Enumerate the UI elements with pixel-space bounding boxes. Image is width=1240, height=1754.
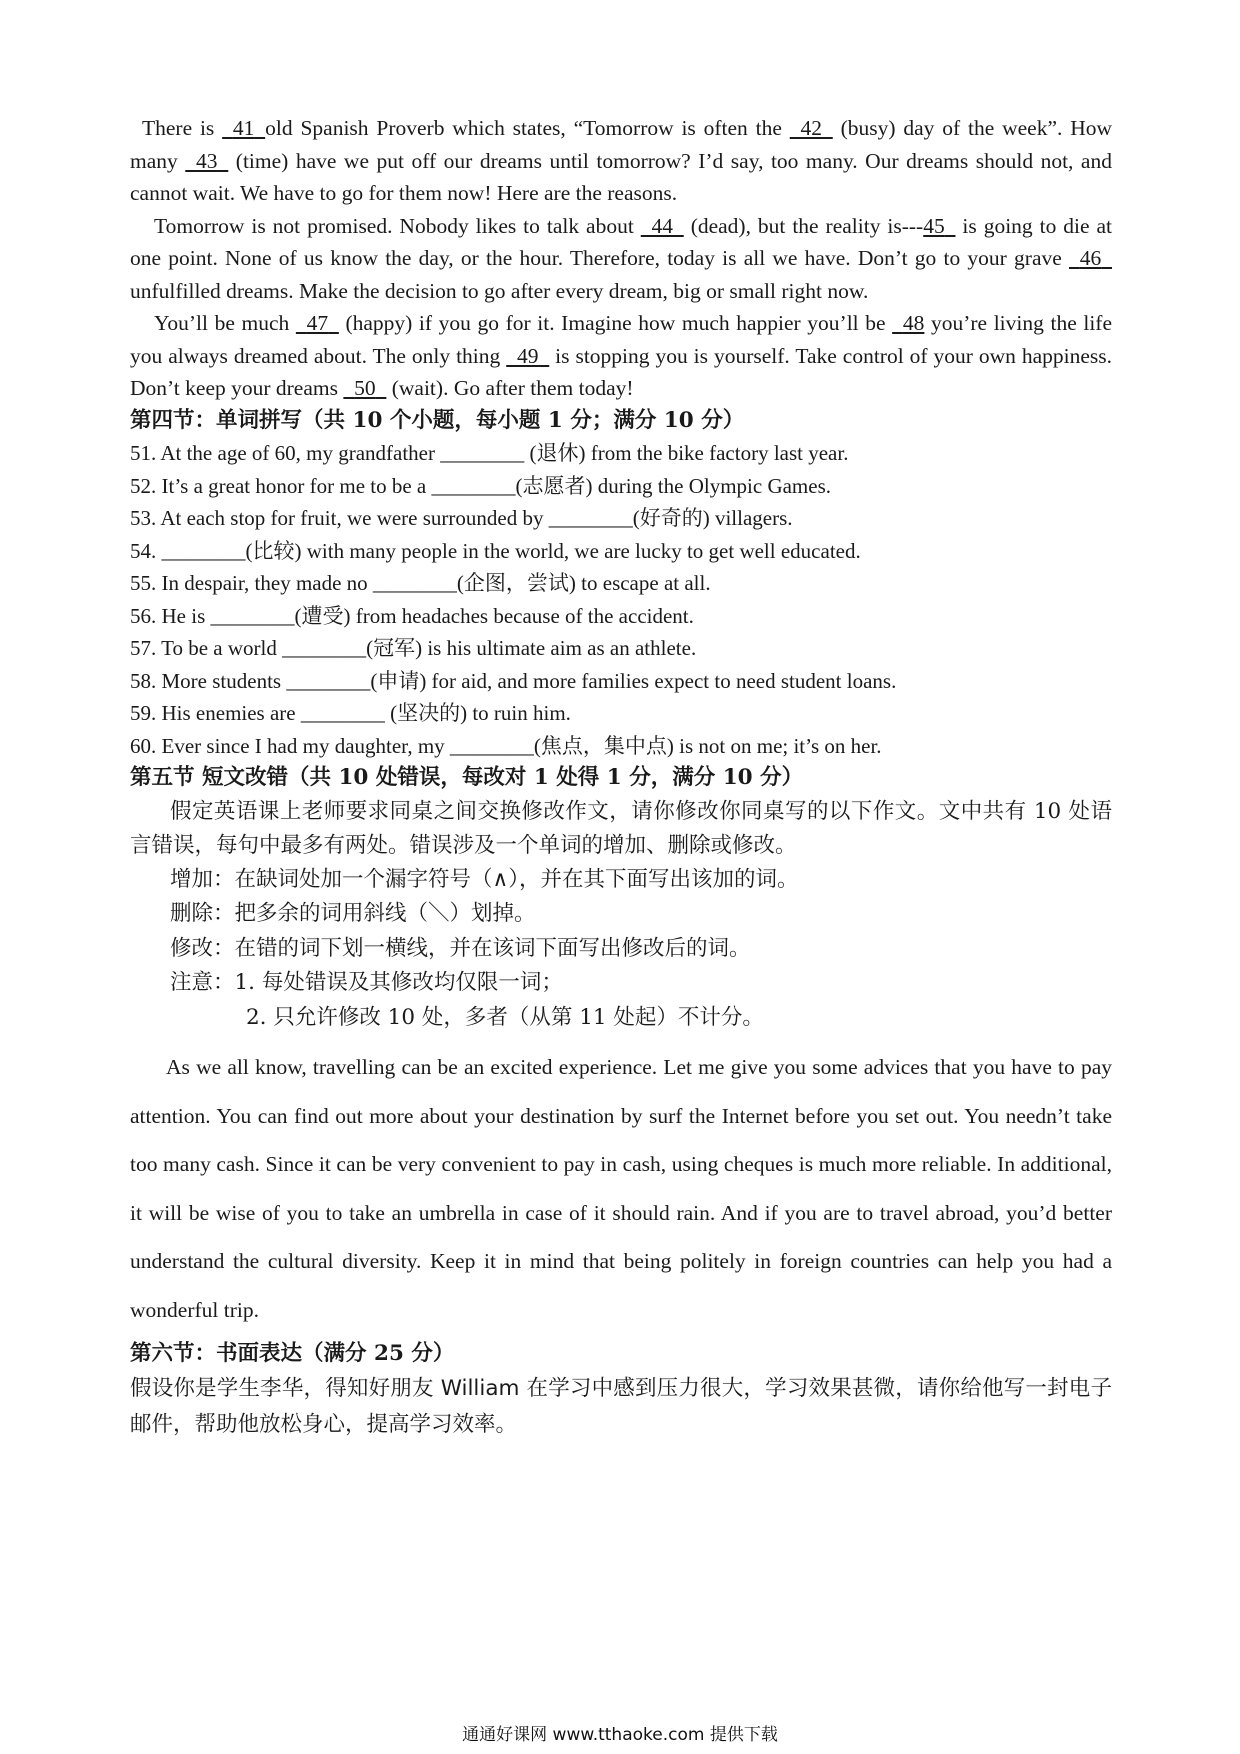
question-item: 56. He is ________(遭受) from headaches because of the accident. <box>130 603 694 628</box>
passage-text: old Spanish Proverb which states, “Tomorrow is often the <box>265 116 790 140</box>
blank-number: 43 <box>196 148 218 173</box>
question-item: 55. In despair, they made no ________(企图，尝试) to escape at all. <box>130 571 711 595</box>
passage-text: (wait). Go after them today! <box>386 376 634 400</box>
blank-number: 50 <box>354 376 376 400</box>
blank-44 <box>641 210 684 243</box>
blank-45 <box>923 210 955 243</box>
blank-42 <box>790 112 833 145</box>
question-item: 54. ________(比较) with many people in the world, we are lucky to get well educated. <box>130 538 861 563</box>
question-item: 59. His enemies are ________ (坚决的) to ruin him. <box>130 701 571 725</box>
blank-number: 46 <box>1079 246 1102 270</box>
note-1: 注意：1. 每处错误及其修改均仅限一词； <box>170 970 563 995</box>
blank-43 <box>185 145 228 178</box>
passage-text: is going to die at one point. None of us know the day, or the hour. Therefore, today is all we have. Don’t go to your grave <box>130 213 1112 270</box>
blank-48 <box>892 307 924 340</box>
passage-text: (happy) if you go for it. Imagine how much happier you’ll be <box>338 311 893 335</box>
question-item: 52. It’s a great honor for me to be a ________(志愿者) during the Olympic Games. <box>130 473 832 498</box>
passage-text: is stopping you is yourself. Take control of your own happiness. Don’t keep your dreams <box>130 343 1112 400</box>
passage-paragraph-1 <box>130 112 1112 210</box>
passage-paragraph-2 <box>130 210 1112 308</box>
blank-50 <box>343 372 386 405</box>
section-6-heading: 第六节：书面表达（满分 25 分） <box>130 1341 455 1366</box>
blank-number: 41 <box>232 116 255 140</box>
blank-49 <box>506 340 549 373</box>
section-4-items <box>130 437 1112 762</box>
passage-text: There is <box>142 116 223 140</box>
rule-modify: 修改：在错的词下划一横线，并在该词下面写出修改后的词。 <box>170 935 751 961</box>
passage-text: you’re living the life you always dreamed about. The only thing <box>130 311 1112 368</box>
passage-text: unfulfilled dreams. Make the decision to go after every dream, big or small right now. <box>130 278 869 303</box>
note-2: 2. 只允许修改 10 处，多者（从第 11 处起）不计分。 <box>246 1004 764 1030</box>
blank-number: 45 <box>923 213 945 238</box>
question-item: 58. More students ________(申请) for aid, and more families expect to need student loans. <box>130 668 897 693</box>
passage-paragraph-3 <box>130 307 1112 405</box>
page-footer: 通通好课网 www.tthaoke.com 提供下载 <box>462 1725 778 1745</box>
question-item: 57. To be a world ________(冠军) is his ultimate aim as an athlete. <box>130 636 697 660</box>
writing-prompt: 假设你是学生李华，得知好朋友 William 在学习中感到压力很大，学习效果甚微，请你给他写一封电子邮件，帮助他放松身心，提高学习效率。 <box>130 1375 1112 1437</box>
section-5-heading: 第五节 短文改错（共 10 处错误，每改对 1 处得 1 分，满分 10 分） <box>130 765 804 790</box>
rule-add: 增加：在缺词处加一个漏字符号（∧），并在其下面写出该加的词。 <box>170 866 799 892</box>
question-item: 51. At the age of 60, my grandfather ________ (退休) from the bike factory last year. <box>130 441 849 465</box>
blank-number: 42 <box>800 116 822 140</box>
question-item: 53. At each stop for fruit, we were surrounded by ________(好奇的) villagers. <box>130 506 793 530</box>
blank-number: 49 <box>516 343 539 368</box>
passage-text: (time) have we put off our dreams until tomorrow? I’d say, too many. Our dreams should not, and cannot wait. We have to go for them now! Here are the reasons. <box>130 148 1112 205</box>
passage-text: (busy) day of the week”. How many <box>130 116 1112 173</box>
passage-text: Tomorrow is not promised. Nobody likes to talk about <box>154 213 641 238</box>
blank-number: 48 <box>902 311 925 335</box>
rule-delete: 删除：把多余的词用斜线（＼）划掉。 <box>170 901 536 926</box>
passage-text: You’ll be much <box>154 311 296 335</box>
blank-number: 47 <box>306 311 329 335</box>
exam-page <box>130 112 1112 1443</box>
passage-text: (dead), but the reality is--- <box>683 213 924 238</box>
question-item: 60. Ever since I had my daughter, my ________(焦点，集中点) is not on me; it’s on her. <box>130 733 882 758</box>
section-5-instructions: 假定英语课上老师要求同桌之间交换修改作文，请你修改你同桌写的以下作文。文中共有 10 处语言错误，每句中最多有两处。错误涉及一个单词的增加、删除或修改。 <box>130 798 1112 858</box>
section-4-heading: 第四节：单词拼写（共 10 个小题，每小题 1 分；满分 10 分） <box>130 407 745 433</box>
blank-47 <box>296 307 339 340</box>
blank-number: 44 <box>651 213 673 238</box>
blank-41 <box>222 112 265 145</box>
blank-46 <box>1069 242 1112 275</box>
error-correction-essay: As we all know, travelling can be an excited experience. Let me give you some advices that you have to pay attention. You can find out more about your destination by surf the Internet before you set out. You needn’t take too many cash. Since it can be very convenient to pay in cash, using cheques is much more reliable. In additional, it will be wise of you to take an umbrella in case of it should rain. And if you are to travel abroad, you’d better understand the cultural diversity. Keep it in mind that being politely in foreign countries can help you had a wonderful trip. <box>130 1055 1112 1322</box>
